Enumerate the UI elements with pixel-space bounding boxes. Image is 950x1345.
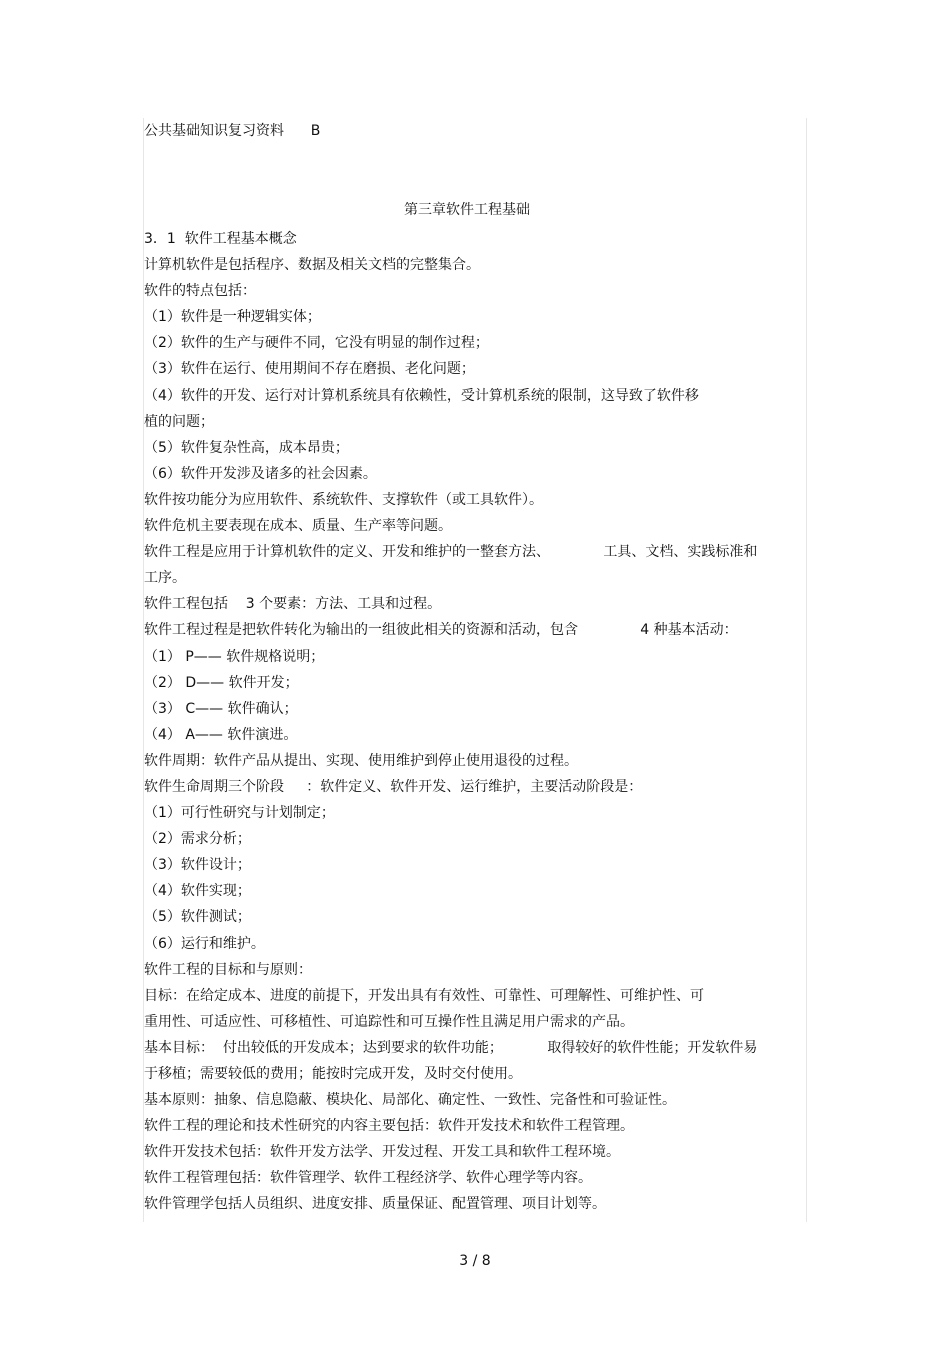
text-line: 计算机软件是包括程序、数据及相关文档的完整集合。 [144,257,480,274]
list-item: （5）软件复杂性高，成本昂贵； [144,439,349,456]
list-item: （3）软件设计； [144,857,251,874]
text-line: 软件工程的理论和技术性研究的内容主要包括：软件开发技术和软件工程管理。 [144,1118,634,1135]
text-line: 软件按功能分为应用软件、系统软件、支撑软件（或工具软件）。 [144,491,543,508]
document-header: 公共基础知识复习资料 B [144,123,321,139]
text-line: 基本目标： 付出较低的开发成本；达到要求的软件功能； 取得较好的软件性能；开发软件易 [144,1039,758,1056]
text-line: 软件生命周期三个阶段 ：软件定义、软件开发、运行维护，主要活动阶段是： [144,778,643,795]
list-item: （6）软件开发涉及诸多的社会因素。 [144,465,377,482]
list-item: （3） C—— 软件确认； [144,700,298,717]
list-item: （2）需求分析； [144,831,251,848]
page-margin-line-right [806,118,807,1222]
chapter-title: 第三章软件工程基础 [404,202,530,218]
list-item: （2） D—— 软件开发； [144,674,299,691]
text-line: 目标：在给定成本、进度的前提下，开发出具有有效性、可靠性、可理解性、可维护性、可 [144,987,704,1004]
list-item: （1）软件是一种逻辑实体； [144,309,321,326]
list-item: （6）运行和维护。 [144,935,265,952]
document-body [144,226,804,1218]
text-line: 软件工程管理包括：软件管理学、软件工程经济学、软件心理学等内容。 [144,1170,592,1187]
list-item: （3）软件在运行、使用期间不存在磨损、老化问题； [144,361,475,378]
text-line: 软件管理学包括人员组织、进度安排、质量保证、配置管理、项目计划等。 [144,1196,606,1213]
list-item: （1） P—— 软件规格说明； [144,648,325,665]
list-item: （4）软件的开发、运行对计算机系统具有依赖性，受计算机系统的限制，这导致了软件移 [144,387,699,404]
text-line: 软件周期：软件产品从提出、实现、使用维护到停止使用退役的过程。 [144,752,578,769]
text-line: 软件工程过程是把软件转化为输出的一组彼此相关的资源和活动，包含 4 种基本活动： [144,622,738,639]
text-line: 于移植；需要较低的费用；能按时完成开发，及时交付使用。 [144,1066,522,1082]
text-line: 软件开发技术包括：软件开发方法学、开发过程、开发工具和软件工程环境。 [144,1144,620,1161]
text-line: 软件工程的目标和与原则： [144,961,312,978]
list-item: （4） A—— 软件演进。 [144,726,298,743]
page-number: 3 / 8 [459,1253,491,1269]
list-item: （4）软件实现； [144,883,251,900]
list-item: （2）软件的生产与硬件不同，它没有明显的制作过程； [144,335,489,352]
text-line: 工序。 [144,570,186,587]
text-line: 软件工程是应用于计算机软件的定义、开发和维护的一整套方法、 工具、文档、实践标准和 [144,544,758,561]
section-heading: 3．1 软件工程基本概念 [144,231,297,247]
text-line: 软件危机主要表现在成本、质量、生产率等问题。 [144,518,452,535]
text-line: 软件的特点包括： [144,283,256,300]
text-line: 基本原则：抽象、信息隐蔽、模块化、局部化、确定性、一致性、完备性和可验证性。 [144,1092,676,1109]
text-line: 植的问题； [144,413,214,430]
list-item: （5）软件测试； [144,909,251,926]
text-line: 软件工程包括 3 个要素：方法、工具和过程。 [144,596,442,613]
text-line: 重用性、可适应性、可移植性、可追踪性和可互操作性且满足用户需求的产品。 [144,1013,634,1030]
list-item: （1）可行性研究与计划制定； [144,805,335,822]
